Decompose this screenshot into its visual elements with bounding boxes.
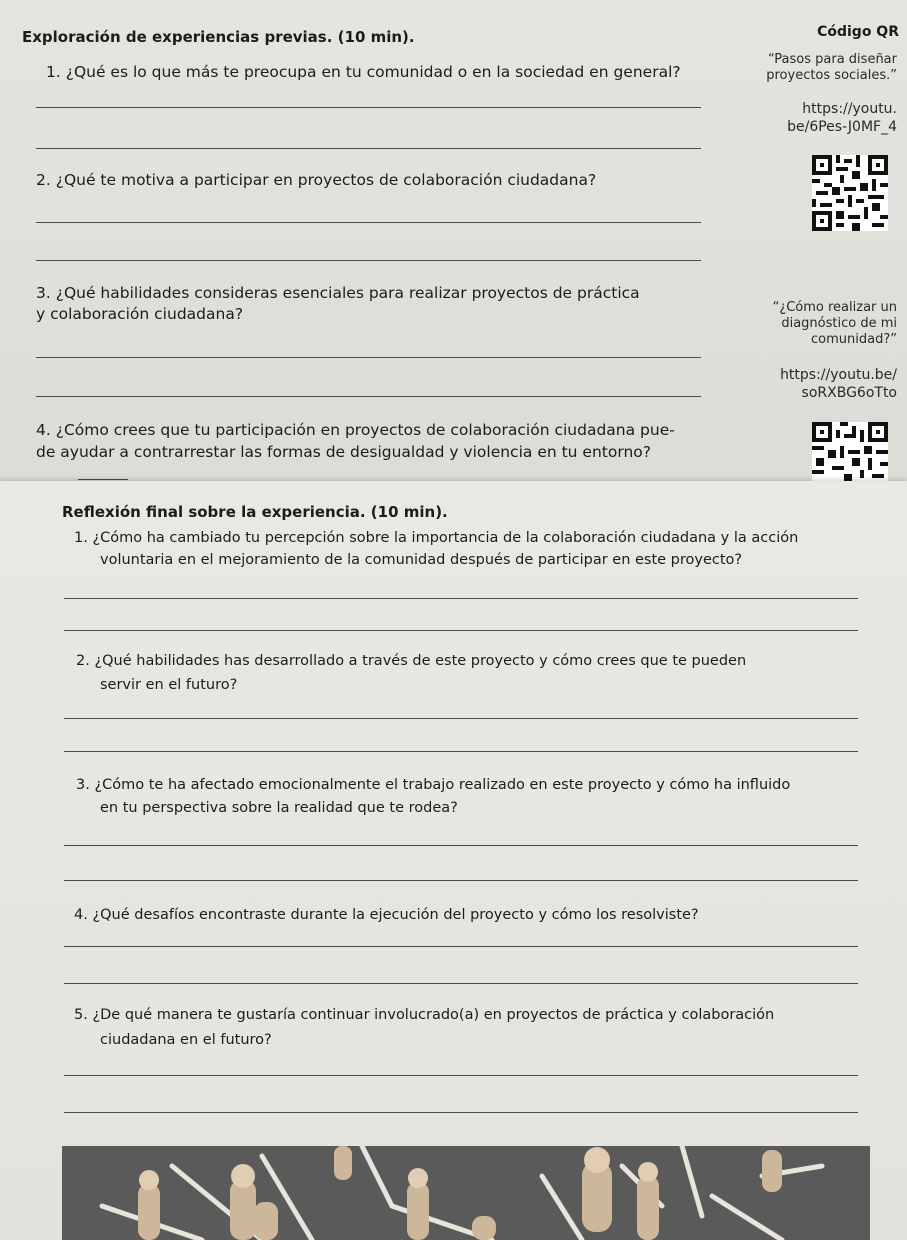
answer-line[interactable] — [64, 718, 858, 719]
reflection-question-1-line1: 1. ¿Cómo ha cambiado tu percepción sobre la importancia de la colaboración ciudadana y la acción — [74, 530, 799, 546]
qr1-caption-line2: proyectos sociales.” — [766, 68, 897, 83]
section-title-final-reflection: Reflexión final sobre la experiencia. (10 min). — [62, 503, 448, 521]
answer-line[interactable] — [64, 1112, 858, 1113]
answer-line[interactable] — [64, 845, 858, 846]
answer-line[interactable] — [36, 107, 701, 108]
qr1-url-line1[interactable]: https://youtu. — [802, 101, 897, 117]
reflection-question-1-line2: voluntaria en el mejoramiento de la comunidad después de participar en este proyecto? — [100, 552, 743, 568]
answer-line[interactable] — [36, 357, 701, 358]
answer-line[interactable] — [36, 222, 701, 223]
qr2-caption-line3: comunidad?” — [811, 332, 897, 347]
reflection-question-2-line2: servir en el futuro? — [100, 677, 238, 693]
qr-code-icon[interactable] — [812, 155, 888, 231]
reflection-question-4-text: 4. ¿Qué desafíos encontraste durante la ejecución del proyecto y cómo los resolviste? — [74, 907, 699, 923]
answer-line[interactable] — [64, 983, 858, 984]
question-3-text-line2: y colaboración ciudadana? — [36, 305, 244, 323]
question-4-text-line2: de ayudar a contrarrestar las formas de desigualdad y violencia en tu entorno? — [36, 443, 651, 461]
answer-line[interactable] — [64, 751, 858, 752]
reflection-question-5-line2: ciudadana en el futuro? — [100, 1032, 272, 1048]
section-title-previous-experiences: Exploración de experiencias previas. (10 min). — [22, 28, 415, 46]
wooden-figures-network-photo — [62, 1146, 870, 1240]
answer-line[interactable] — [36, 396, 701, 397]
answer-line[interactable] — [36, 260, 701, 261]
reflection-question-5-line1: 5. ¿De qué manera te gustaría continuar involucrado(a) en proyectos de práctica y colaboración — [74, 1007, 775, 1023]
qr-code-icon[interactable] — [812, 422, 888, 482]
question-1-text: 1. ¿Qué es lo que más te preocupa en tu comunidad o en la sociedad en general? — [46, 63, 681, 81]
answer-line[interactable] — [64, 630, 858, 631]
qr2-url-line1[interactable]: https://youtu.be/ — [780, 367, 897, 383]
question-3-text-line1: 3. ¿Qué habilidades consideras esenciales para realizar proyectos de práctica — [36, 284, 640, 302]
qr2-url-line2[interactable]: soRXBG6oTto — [801, 385, 897, 401]
answer-line[interactable] — [64, 598, 858, 599]
answer-line[interactable] — [64, 946, 858, 947]
qr2-caption-line1: “¿Cómo realizar un — [772, 300, 897, 315]
qr2-caption-line2: diagnóstico de mi — [781, 316, 897, 331]
worksheet-bottom-page — [0, 481, 907, 1240]
question-4-text-line1: 4. ¿Cómo crees que tu participación en proyectos de colaboración ciudadana pue- — [36, 421, 675, 439]
answer-line[interactable] — [78, 479, 128, 480]
qr-code-header: Código QR — [817, 24, 899, 40]
question-2-text: 2. ¿Qué te motiva a participar en proyectos de colaboración ciudadana? — [36, 171, 597, 189]
qr1-caption-line1: “Pasos para diseñar — [767, 52, 897, 67]
answer-line[interactable] — [64, 880, 858, 881]
answer-line[interactable] — [64, 1075, 858, 1076]
answer-line[interactable] — [36, 148, 701, 149]
qr1-url-line2[interactable]: be/6Pes-J0MF_4 — [787, 119, 897, 135]
reflection-question-2-line1: 2. ¿Qué habilidades has desarrollado a través de este proyecto y cómo crees que te pueden — [76, 653, 747, 669]
reflection-question-3-line2: en tu perspectiva sobre la realidad que te rodea? — [100, 800, 458, 816]
reflection-question-3-line1: 3. ¿Cómo te ha afectado emocionalmente el trabajo realizado en este proyecto y cómo ha influido — [76, 777, 791, 793]
